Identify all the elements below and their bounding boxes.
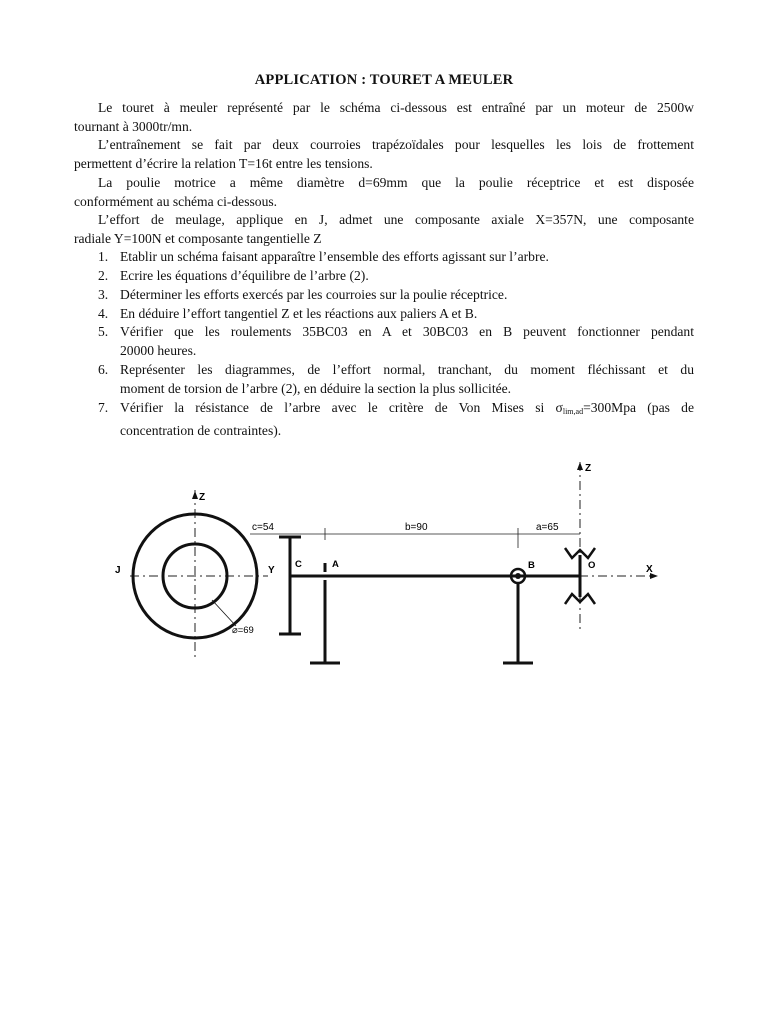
dimension-label-b: b=90 — [405, 522, 428, 533]
diameter-label: ⌀=69 — [232, 625, 254, 636]
question-number: 3. — [98, 287, 109, 302]
shaft-front-view — [250, 462, 658, 663]
z-axis-arrow-right — [577, 462, 583, 470]
paragraph-line: L’entraînement se fait par deux courroies trapézoïdales pour lesquelles les lois de frottement — [98, 137, 694, 152]
point-label-a: A — [332, 559, 339, 570]
question-number: 6. — [98, 362, 109, 377]
sigma-subscript: lim,ad — [562, 407, 584, 416]
axis-label-y-left: Y — [268, 565, 275, 576]
point-label-c: C — [295, 559, 302, 570]
axis-label-z-right: Z — [585, 463, 592, 474]
question-text: En déduire l’effort tangentiel Z et les réactions aux paliers A et B. — [120, 306, 478, 321]
page-title: APPLICATION : TOURET A MEULER — [254, 72, 514, 88]
dimension-label-a: a=65 — [536, 522, 559, 533]
diameter-leader-line — [212, 600, 236, 626]
paragraph-line: Le touret à meuler représenté par le schéma ci-dessous est entraîné par un moteur de 2500w — [98, 100, 694, 115]
paragraph-line: permettent d’écrire la relation T=16t entre les tensions. — [74, 155, 373, 171]
paragraph-line: La poulie motrice a même diamètre d=69mm que la poulie réceptrice et est disposée — [98, 175, 694, 190]
dimension-label-c: c=54 — [252, 522, 274, 533]
point-label-o: O — [588, 560, 596, 571]
axis-label-z-left: Z — [199, 492, 206, 503]
question-line: Représenter les diagrammes, de l’effort normal, tranchant, du moment fléchissant et du — [120, 362, 694, 377]
question-line-end: =300Mpa (pas de — [583, 400, 694, 415]
question-number: 7. — [98, 400, 109, 415]
paragraph-line: L’effort de meulage, applique en J, admet une composante axiale X=357N, une composante — [98, 212, 694, 227]
paragraph-line: tournant à 3000tr/mn. — [74, 118, 193, 134]
sigma-symbol: σ — [555, 400, 563, 415]
question-number: 1. — [98, 249, 109, 264]
point-label-j: J — [115, 565, 121, 576]
question-text: Déterminer les efforts exercés par les courroies sur la poulie réceptrice. — [120, 287, 508, 302]
question-line: concentration de contraintes). — [120, 422, 282, 438]
bearing-b-center — [515, 573, 521, 579]
point-label-b: B — [528, 560, 535, 571]
paragraph-line: conformément au schéma ci-dessous. — [74, 193, 278, 209]
question-line-start: Vérifier la résistance de l’arbre avec le critère de Von Mises si — [120, 400, 556, 415]
question-line: Vérifier que les roulements 35BC03 en A et 30BC03 en B peuvent fonctionner pendant — [120, 324, 694, 339]
question-text: Ecrire les équations d’équilibre de l’arbre (2). — [120, 268, 369, 283]
question-number: 4. — [98, 306, 109, 321]
question-line: 20000 heures. — [120, 342, 197, 358]
question-number: 2. — [98, 268, 109, 283]
axis-label-x: X — [646, 564, 653, 575]
pulley-side-view — [115, 490, 275, 660]
question-text: Etablir un schéma faisant apparaître l’ensemble des efforts agissant sur l’arbre. — [120, 249, 549, 264]
question-number: 5. — [98, 324, 109, 339]
z-axis-arrow-left — [192, 491, 198, 499]
paragraph-line: radiale Y=100N et composante tangentielle Z — [74, 230, 322, 246]
question-line: moment de torsion de l’arbre (2), en déduire la section la plus sollicitée. — [120, 380, 512, 396]
